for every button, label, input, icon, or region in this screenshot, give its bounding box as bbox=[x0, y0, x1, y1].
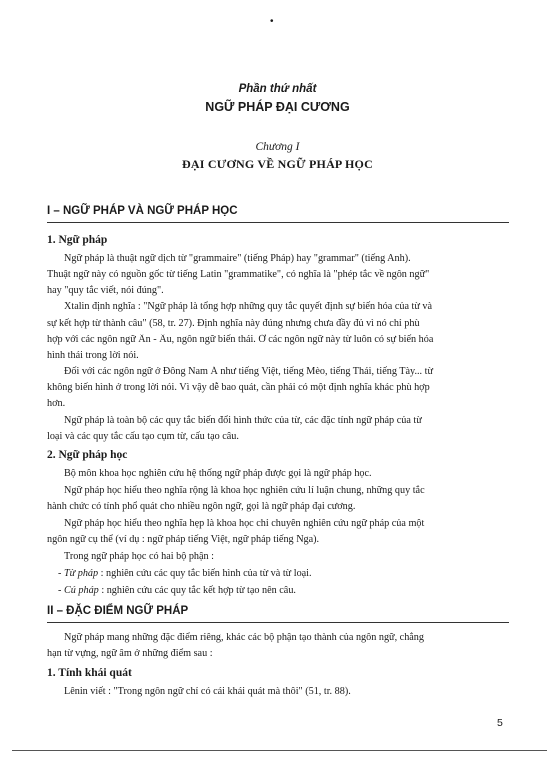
list-term: Từ pháp bbox=[63, 568, 99, 579]
part-title: NGỮ PHÁP ĐẠI CƯƠNG bbox=[205, 100, 350, 114]
paragraph-line: hành chức có tính phổ quát cho nhiều ngôn ngữ, gọi là ngữ pháp đại cương. bbox=[47, 501, 356, 512]
paragraph-line: hơn. bbox=[47, 398, 66, 409]
section-1-title: I – NGỮ PHÁP VÀ NGỮ PHÁP HỌC bbox=[47, 205, 238, 217]
paragraph-line: Ngữ pháp mang những đặc điểm riêng, khác các bộ phận tạo thành của ngôn ngữ, chẳng bbox=[64, 632, 424, 643]
subsection-1-2-title: 2. Ngữ pháp học bbox=[47, 449, 128, 461]
paragraph-line: Trong ngữ pháp học có hai bộ phận : bbox=[64, 551, 215, 562]
paragraph-line: Đối với các ngôn ngữ ở Đông Nam Á như tiếng Việt, tiếng Mèo, tiếng Thái, tiếng Tày... từ bbox=[64, 366, 433, 377]
section-2-title: II – ĐẶC ĐIỂM NGỮ PHÁP bbox=[47, 605, 189, 617]
section-2-rule bbox=[47, 622, 509, 623]
list-text: : nghiên cứu các quy tắc kết hợp từ tạo nên câu. bbox=[98, 585, 296, 596]
list-bullet: - bbox=[58, 568, 64, 579]
paragraph-line: Xtalin định nghĩa : "Ngữ pháp là tổng hợp những quy tắc quyết định sự biến hóa của từ và bbox=[64, 301, 433, 312]
paragraph-line: Ngữ pháp học hiểu theo nghĩa hẹp là khoa học chỉ chuyên nghiên cứu ngữ pháp của một bbox=[64, 518, 425, 529]
paragraph-line: không biến hình ở trong lời nói. Vì vậy dễ bao quát, cần phải có một định nghĩa khác phù hợp bbox=[47, 382, 430, 393]
paragraph-line: loại và các quy tắc cấu tạo cụm từ, cấu tạo câu. bbox=[47, 431, 239, 442]
paragraph-line: hình thái trong lời nói. bbox=[47, 350, 139, 361]
paragraph-line: Ngữ pháp là thuật ngữ dịch từ "grammaire" (tiếng Pháp) hay "grammar" (tiếng Anh). bbox=[64, 253, 411, 264]
list-bullet: - bbox=[58, 585, 64, 596]
paragraph-line: hạn từ vựng, ngữ âm ở những điểm sau : bbox=[47, 648, 213, 659]
chapter-title: ĐẠI CƯƠNG VỀ NGỮ PHÁP HỌC bbox=[182, 157, 373, 171]
paragraph-line: hay "quy tắc viết, nói đúng". bbox=[47, 285, 164, 296]
paragraph-line: ngôn ngữ cụ thể (ví dụ : ngữ pháp tiếng Việt, ngữ pháp tiếng Nga). bbox=[47, 534, 320, 545]
part-label: Phần thứ nhất bbox=[238, 83, 317, 95]
paragraph-line: Ngữ pháp học hiểu theo nghĩa rộng là khoa học nghiên cứu lí luận chung, những quy tắc bbox=[64, 485, 425, 496]
list-text: : nghiên cứu các quy tắc biến hình của từ và từ loại. bbox=[98, 568, 312, 579]
list-item bbox=[58, 568, 509, 579]
list-item bbox=[58, 585, 509, 596]
subsection-2-1-title: 1. Tính khái quát bbox=[47, 667, 132, 679]
list-term: Cú pháp bbox=[63, 585, 99, 596]
paragraph-line: Thuật ngữ này có nguồn gốc từ tiếng Latin "grammatike", có nghĩa là "phép tắc về ngôn ngữ" bbox=[47, 269, 430, 280]
page-number: 5 bbox=[497, 717, 503, 729]
chapter-label: Chương I bbox=[255, 141, 300, 153]
header-dot: • bbox=[270, 16, 274, 27]
section-1-rule bbox=[47, 222, 509, 223]
paragraph-line: hợp với các ngôn ngữ Ấn - Âu, ngôn ngữ biến thái. Ở các ngôn ngữ này từ luôn có sự biến hóa bbox=[47, 334, 434, 345]
subsection-1-1-title: 1. Ngữ pháp bbox=[47, 234, 108, 246]
paragraph-line: Lênin viết : "Trong ngôn ngữ chỉ có cái khái quát mà thôi" (51, tr. 88). bbox=[64, 686, 351, 697]
paragraph-line: Bộ môn khoa học nghiên cứu hệ thống ngữ pháp được gọi là ngữ pháp học. bbox=[64, 468, 372, 479]
bottom-rule bbox=[12, 750, 547, 751]
paragraph-line: Ngữ pháp là toàn bộ các quy tắc biến đổi hình thức của từ, các đặc tính ngữ pháp của từ bbox=[64, 415, 422, 426]
paragraph-line: sự kết hợp từ thành câu" (58, tr. 27). Định nghĩa này đúng nhưng chưa đầy đủ vì nó chỉ phù bbox=[47, 318, 420, 329]
